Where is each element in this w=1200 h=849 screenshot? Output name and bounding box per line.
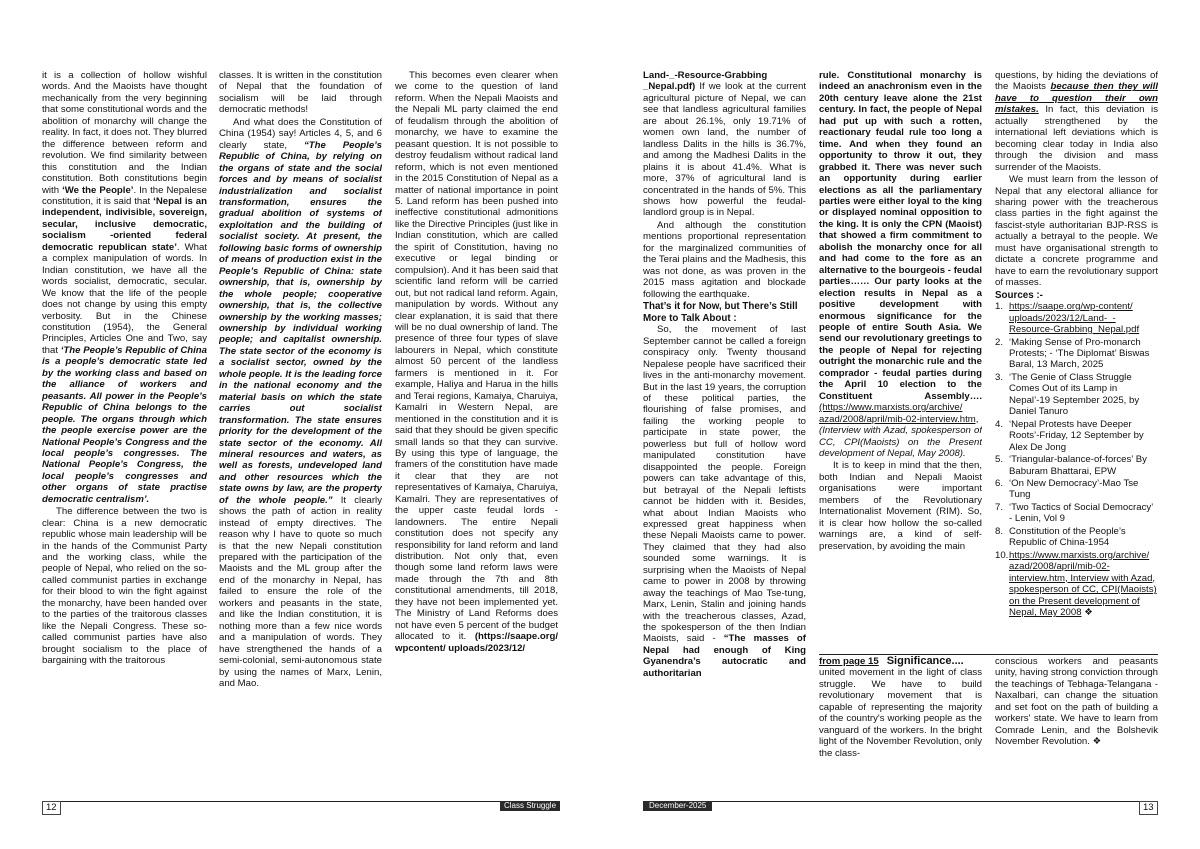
quote-china-articles: “The People’s Republic of China, by relying on the organs of state and the social forces and by means of socialist industrialization and socialist transformation, ensures the gradual abolition of systems of exploitation and the building of socialist society. At present, the following basic forms of ownership of means of production exist in the People’s Republic of China: state ownership, that is, ownership by the whole people; cooperative ownership, that is, the collective ownership by the working masses; ownership by individual working people; and capitalist ownership. The state sector of the economy is a socialist sector, owned by the whole people. It is the leading force in the national economy and the material basis on which the state carries out socialist transformation. The state ensures priority for the development of the state sector of the economy. All mineral resources and waters, as well as forests, undeveloped land and other resources which the state owns by law, are the property of the whole people.” <box>219 139 382 506</box>
text-run: If we look at the current agricultural picture of Nepal, we can see that landless agricultural families are about 26.1%, only 19.71% of women own land, the number of landless Dalits in the hills is 36.7%, and among the Madhesi Dalits in the plains it is about 41.4%. What is more, 37% of agricultural land is concentrated in the hands of 5%. This shows how powerful the feudal-landlord group is in Nepal. <box>643 81 806 219</box>
source-text: ‘Nepal Protests have Deeper Roots’-Friday, 12 September by Alex De Jong <box>1009 418 1144 453</box>
paragraph <box>643 70 806 219</box>
text-run: . What a complex manipulation of words. In Indian constitution, we have all the words socialist, democratic, secular. We know that the life of the people does not change by using this empty verbosity. But in the Chinese constitution (1954), the General Principles, Articles One and Two, say that <box>42 241 207 356</box>
citation: (Interview with Azad, spokesperson of CC, CPI(Maoists) on the Present development of Nepal, May 2008). <box>819 425 982 459</box>
text-run: questions, by hiding the deviations of the Maoists <box>995 70 1158 93</box>
source-number: 3. <box>995 371 1004 383</box>
source-number: 4. <box>995 418 1004 430</box>
text-run: . In the Nepalese constitution, it is said that <box>42 184 207 207</box>
end-mark-icon: ❖ <box>1092 736 1102 748</box>
paragraph <box>395 70 558 654</box>
paragraph: classes. It is written in the constitution of Nepal that the foundation of socialism will be laid through democratic methods! <box>219 70 382 116</box>
paragraph: We must learn from the lesson of Nepal that any electoral alliance for sharing power with the treacherous class parties in the fight against the fascist-style authoritarian BJP-RSS is actually a betrayal to the people. We must have organisational strength to dictate a concrete programme and have to earn the revolutionary support of masses. <box>995 174 1158 289</box>
source-item <box>995 454 1158 477</box>
right-page-column-3 <box>995 70 1158 650</box>
text-run-bold: ‘We the People’ <box>62 184 134 196</box>
source-item <box>995 418 1158 453</box>
paragraph <box>219 117 382 690</box>
source-text: Constitution of the People’s Republic of China-1954 <box>1009 525 1126 549</box>
text-run: So, the movement of last September cannot be called a foreign conspiracy only. Twenty thousand Nepalese people have sacrificed their lives in the anti-monarchy movement. But in the last 19 years, the corruption of these political parties, the flourishing of false promises, and failing the working people to participate in state power, the powerless but full of hollow word manipulated constitution have disappointed the people. Foreign powers can take advantage of this, but betrayal of the Nepali leftists cannot be hidden with it. Besides, what about Indian Maoists who expressed great happiness when these Nepali Maoists came to power. They claimed that they had also sounded some warnings. It is surprising when the Maoists of Nepal came to power in 2008 by throwing away the teachings of Mao Tse-tung, Marx, Lenin, Stalin and joining hands with the treacherous classes, Azad, the spokesperson of the then Indian Maoists, said - <box>643 324 806 645</box>
paragraph: And although the constitution mentions proportional representation for the marginalized communities of the Terai plains and the Madhesis, this was not done, as was proven in the 2015 mass agitation and blockade following the earthquake. <box>643 219 806 300</box>
quote-azad: “The masses of Nepal had enough of King Gyanendra’s autocratic and authoritarian <box>643 633 806 679</box>
source-number: 2. <box>995 336 1004 348</box>
right-page-column-2 <box>819 70 982 650</box>
continuation-text: conscious workers and peasants unity, having strong conviction through the teachings of Tebhaga-Telangana -Naxalbari, can change the situation and set foot on the path of building a workers' state. We have to learn from Comrade Lenin, and the Bolshevik November Revolution. <box>995 656 1159 748</box>
continuation-heading: Significance.... <box>886 655 964 667</box>
source-item <box>995 478 1158 501</box>
page-number-left: 12 <box>42 801 61 815</box>
source-number: 10. <box>995 549 1009 561</box>
right-page-column-1 <box>643 70 806 798</box>
source-link[interactable]: https://www.marxists.org/archive/ azad/2008/april/mib-02-interview.htm, Interview with Azad, spokesperson of CC, CPI(Maoists) on the Present development of Nepal, May 2008 <box>1009 549 1157 618</box>
left-page-column-3 <box>395 70 558 798</box>
text-run: This becomes even clearer when we come to the question of land reform. When the Nepali Maoists and the Nepali ML party claimed the end of feudalism through the abolition of monarchy, we have to examine the peasant question. It is not possible to destroy feudalism without radical land reform, which is not even mentioned in the 2015 Constitution of Nepal as a matter of national importance in point 5. Land reform has been pushed into ineffective constitutional admonitions like the Directive Principles (just like in Indian constitution, which are called the spirit of Constitution, having no executive or legal binding or compulsion). And it has been said that scientific land reform will be carried out, but not radical land reform. Again, manipulation by words. Without any clear explanation, it is said that there will be no dual ownership of land. The presence of three four types of slave labourers in Nepal, which constitute almost 50 percent of the landless farmers is mentioned in it. For example, Haliya and Harua in the hills and Terai regions, Kamaiya, Charuiya, Kamalri in Western Nepal, are mentioned in the constitution and it is said that they should be given specific small lands so that they can survive. By using this type of language, the framers of the constitution have made it clear that they are not representatives of Kamaiya, Charuiya, Kamalri. They are representatives of the upper caste feudal lords - landowners. The entire Nepali constitution does not specify any responsibility for land reform and land distribution. Not only that, even though some land reform laws were made through the 7th and 8th constitutional amendments, till 2018, they have not been implemented yet. The Ministry of Land Reforms does not have even 5 percent of the budget allocated to it. <box>395 70 558 643</box>
source-number: 8. <box>995 525 1004 537</box>
source-item <box>995 301 1158 336</box>
source-item <box>995 549 1158 619</box>
continuation-header <box>819 656 982 667</box>
source-link[interactable]: https://saape.org/wp-content/ uploads/2023/12/Land-_-Resource-Grabbing_Nepal.pdf <box>1009 301 1140 336</box>
quote-china-constitution: ‘The People’s Republic of China is a people’s democratic state led by the working class and based on the alliance of workers and peasants. All power in the People’s Republic of China belongs to the people. The organs through which the people exercise power are the National People’s Congress and the local people’s congresses. The National People’s Congress, the local people’s congresses and other organs of state practise democratic centralism’. <box>42 344 207 505</box>
left-page-column-2 <box>219 70 382 798</box>
source-number: 5. <box>995 454 1004 466</box>
source-text: ‘Making Sense of Pro-monarch Protests; - ‘The Diplomat’ Biswas Baral, 13 March, 2025 <box>1009 336 1150 371</box>
right-footer-rule <box>643 801 1158 802</box>
text-run: In fact, this deviation is actually strengthened by the international left deviations which is becoming clear today in India also through the division and mass surrender of the Maoists. <box>995 104 1158 173</box>
source-link-continued[interactable]: Land-_-Resource-Grabbing _Nepal.pdf) <box>643 70 768 93</box>
emphasis-text: because then they will have to question their own mistakes. <box>995 81 1158 116</box>
from-page-link[interactable]: from page 15 <box>819 656 879 667</box>
left-footer-rule <box>42 801 558 802</box>
paragraph <box>995 70 1158 173</box>
source-text: ‘Triangular-balance-of-forces’ By Baburam Bhattarai, EPW <box>1009 454 1147 477</box>
left-page-column-1 <box>42 70 207 798</box>
paragraph <box>819 70 982 459</box>
paragraph: It is to keep in mind that the then, both Indian and Nepali Maoist organisations were important members of the Revolutionary Internationalist Movement (RIM). So, it is clear how hollow the so-called warnings are, a kind of self-preservation, by avoiding the main <box>819 460 982 552</box>
source-number: 6. <box>995 478 1004 489</box>
continuation-rule <box>819 654 1158 655</box>
text-run: it is a collection of hollow wishful words. And the Maoists have thought mechanically from the very beginning that some constitutional words and the abolition of monarchy will change the reality. In fact, it does not. They blurred the difference between reform and revolution. We find similarity between this constitution and the Indian constitution. Both constitutions begin with <box>42 70 207 196</box>
page-number-right: 13 <box>1139 801 1158 815</box>
continuation-column-2 <box>819 656 982 759</box>
paragraph <box>42 70 207 505</box>
paragraph: The difference between the two is clear: China is a new democratic republic whose main leadership will be in the hands of the Communist Party and the working class, while the people of Nepal, who relied on the so-called communist parties in exchange for their blood to win the fight against the monarchy, have been handed over to the parties of the traitorous classes like the Nepali Congress. These so-called communist parties have also brought socialism to the place of bargaining with the traitorous <box>42 506 207 667</box>
source-number: 7. <box>995 501 1004 513</box>
source-text: ‘The Genie of Class Struggle Comes Out of its Lamp in Nepal’-19 September 2025, by Daniel Tanuro <box>1009 371 1140 418</box>
text-run: And what does the Constitution of China (1954) say! Articles 4, 5, and 6 clearly state, <box>219 116 382 151</box>
source-item <box>995 336 1158 371</box>
section-heading: That’s it for Now, but There’s Still More to Talk About : <box>643 301 798 324</box>
paragraph <box>643 324 806 679</box>
sources-heading: Sources :- <box>995 289 1043 301</box>
source-number: 1. <box>995 301 1004 313</box>
source-item <box>995 371 1158 418</box>
source-link[interactable]: (https://saape.org/ wpcontent/ uploads/2023/12/ <box>395 631 558 654</box>
footer-label-class-struggle: Class Struggle <box>500 801 560 811</box>
quote-azad-continued: rule. Constitutional monarchy is indeed an anachronism even in the 20th century leave alone the 21st century. In fact, the people of Nepal had put up with such a rotten, reactionary feudal rule too long a time. And when they found an opportunity to throw it out, they grabbed it. There was never such an opportunity during earlier elections as all the parliamentary parties were either loyal to the king or displayed nominal opposition to the king. It is only the CPN (Maoist) that showed a firm commitment to abolish the monarchy once for all and had come to the fore as an alternative to the bourgeois - feudal parties…… Our party looks at the election results in Nepal as a positive development with enormous significance for the people of entire South Asia. We send our revolutionary greetings to the people of Nepal for rejecting outright the monarchic rule and the comprador - feudal parties during the April 10 election to the Constituent Assembly…. <box>819 70 982 402</box>
continuation-column-3 <box>995 656 1158 748</box>
text-run: It clearly shows the path of action in reality instead of empty directives. The reason why I have to quote so much is that the new Nepali constitution prepared with the participation of the Maoists and the ML group after the end of the monarchy in Nepal, has failed to ensure the role of the workers and peasants in the state, and like the Indian constitution, it is nothing more than a few nice words and a manipulation of words. They have strengthened the hands of a semi-colonial, semi-autonomous state by using the names of Marx, Lenin, and Mao. <box>219 494 382 690</box>
source-item <box>995 525 1158 549</box>
source-item <box>995 501 1158 525</box>
source-text: ‘On New Democracy’-Mao Tse Tung <box>1009 478 1139 501</box>
sources-list <box>995 301 1158 618</box>
continuation-text: united movement in the light of class struggle. We have to build revolutionary movement that is capable of representing the majority of the country's working people as the vanguard of the workers. In the bright light of the November Revolution, only the class- <box>819 667 982 759</box>
source-text: ‘Two Tactics of Social Democracy’ - Lenin, Vol 9 <box>1009 501 1153 525</box>
text-run-bold: ‘Nepal is an independent, indivisible, sovereign, secular, inclusive democratic, socialism -oriented federal democratic republican state’ <box>42 195 207 253</box>
end-mark-icon: ❖ <box>1084 606 1093 618</box>
marxists-link[interactable]: (https://www.marxists.org/archive/ azad/2008/april/mib-02-interview.htm, <box>819 402 979 425</box>
footer-label-date: December-2025 <box>643 801 712 811</box>
